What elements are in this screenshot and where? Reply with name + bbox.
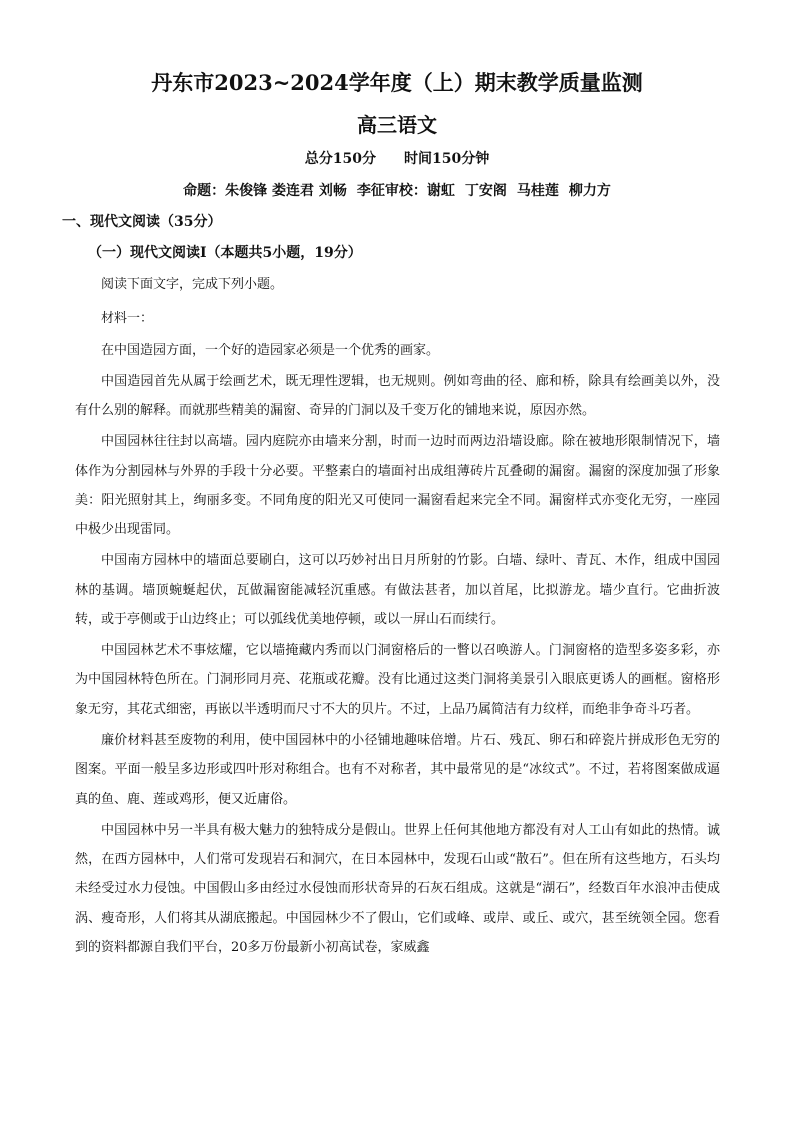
reviewer-2: 丁安阁 xyxy=(464,183,507,199)
paragraph: 在中国造园方面，一个好的造园家必须是一个优秀的画家。 xyxy=(101,343,440,358)
reviewers: 李征审校：谢虹 xyxy=(356,183,455,199)
exam-time: 时间150分钟 xyxy=(404,151,490,167)
exam-meta xyxy=(0,148,794,170)
paragraph: 中国园林往往封以高墙。园内庭院亦由墙来分割，时而一边时而两边沿墙设廊。除在被地形限制情况下，墙体作为分割园林与外界的手段十分必要。平整素白的墙面衬出成组薄砖片瓦叠砌的漏窗。漏窗的深度加强了形象美：阳光照射其上，绚丽多变。不同角度的阳光又可使同一漏窗看起来完全不同。漏窗样式亦变化无穷，一座园中极少出现雷同。 xyxy=(75,434,720,538)
reviewer-3: 马桂莲 xyxy=(516,183,559,199)
passage-body xyxy=(75,336,720,964)
subsection-heading: （一）现代文阅读Ⅰ（本题共5小题，19分） xyxy=(88,245,362,261)
section-heading: 一、现代文阅读（35分） xyxy=(62,214,222,230)
reviewer-4: 柳力方 xyxy=(568,183,611,199)
paragraph: 中国园林中另一半具有极大魅力的独特成分是假山。世界上任何其他地方都没有对人工山有如此的热情。诚然，在西方园林中，人们常可发现岩石和洞穴，在日本园林中，发现石山或“散石”。但在所有这些地方，石头均未经受过水力侵蚀。中国假山多由经过水侵蚀而形状奇异的石灰石组成。这就是“湖石”，经数百年水浪冲击使成涡、瘦奇形，人们将其从湖底搬起。中国园林少不了假山，它们或峰、或岸、或丘、或穴，甚至统领全园。您看到的资料都源自我们平台，20多万份最新小初高试卷，家威鑫 xyxy=(75,822,720,956)
exam-title: 丹东市2023~2024学年度（上）期末教学质量监测 xyxy=(151,70,643,95)
material-label: 材料一： xyxy=(101,311,154,326)
reading-instruction: 阅读下面文字，完成下列小题。 xyxy=(101,277,284,292)
paragraph: 中国造园首先从属于绘画艺术，既无理性逻辑，也无规则。例如弯曲的径、廊和桥，除具有绘画美以外，没有什么别的解释。而就那些精美的漏窗、奇异的门洞以及千变万化的铺地来说，原因亦然。 xyxy=(75,373,720,419)
subject-title: 高三语文 xyxy=(357,113,437,137)
paragraph: 中国园林艺术不事炫耀，它以墙掩藏内秀而以门洞窗格后的一瞥以召唤游人。门洞窗格的造型多姿多彩，亦为中国园林特色所在。门洞形同月亮、花瓶或花瓣。没有比通过这类门洞将美景引入眼底更诱人的画框。窗格形象无穷，其花式细密，再嵌以半透明而尺寸不大的贝片。不过，上品乃属简洁有力纹样，而绝非争奇斗巧者。 xyxy=(75,643,720,717)
proposers: 命题：朱俊锋 娄连君 刘畅 xyxy=(183,183,347,199)
total-score: 总分150分 xyxy=(304,151,376,167)
authors-line xyxy=(0,180,794,202)
paragraph: 廉价材料甚至废物的利用，使中国园林中的小径铺地趣味倍增。片石、残瓦、卵石和碎瓷片拼成形色无穷的图案。平面一般呈多边形或四叶形对称组合。也有不对称者，其中最常见的是“冰纹式”。不过，若将图案做成逼真的鱼、鹿、莲或鸡形，便又近庸俗。 xyxy=(75,732,720,807)
paragraph: 中国南方园林中的墙面总要刷白，这可以巧妙衬出日月所射的竹影。白墙、绿叶、青瓦、木作，组成中国园林的基调。墙顶蜿蜒起伏，瓦做漏窗能减轻沉重感。有做法甚者，加以首尾，比拟游龙。墙少直行。它曲折波转，或于亭侧或于山边终止；可以弧线优美地停顿，或以一屏山石而续行。 xyxy=(75,553,720,628)
